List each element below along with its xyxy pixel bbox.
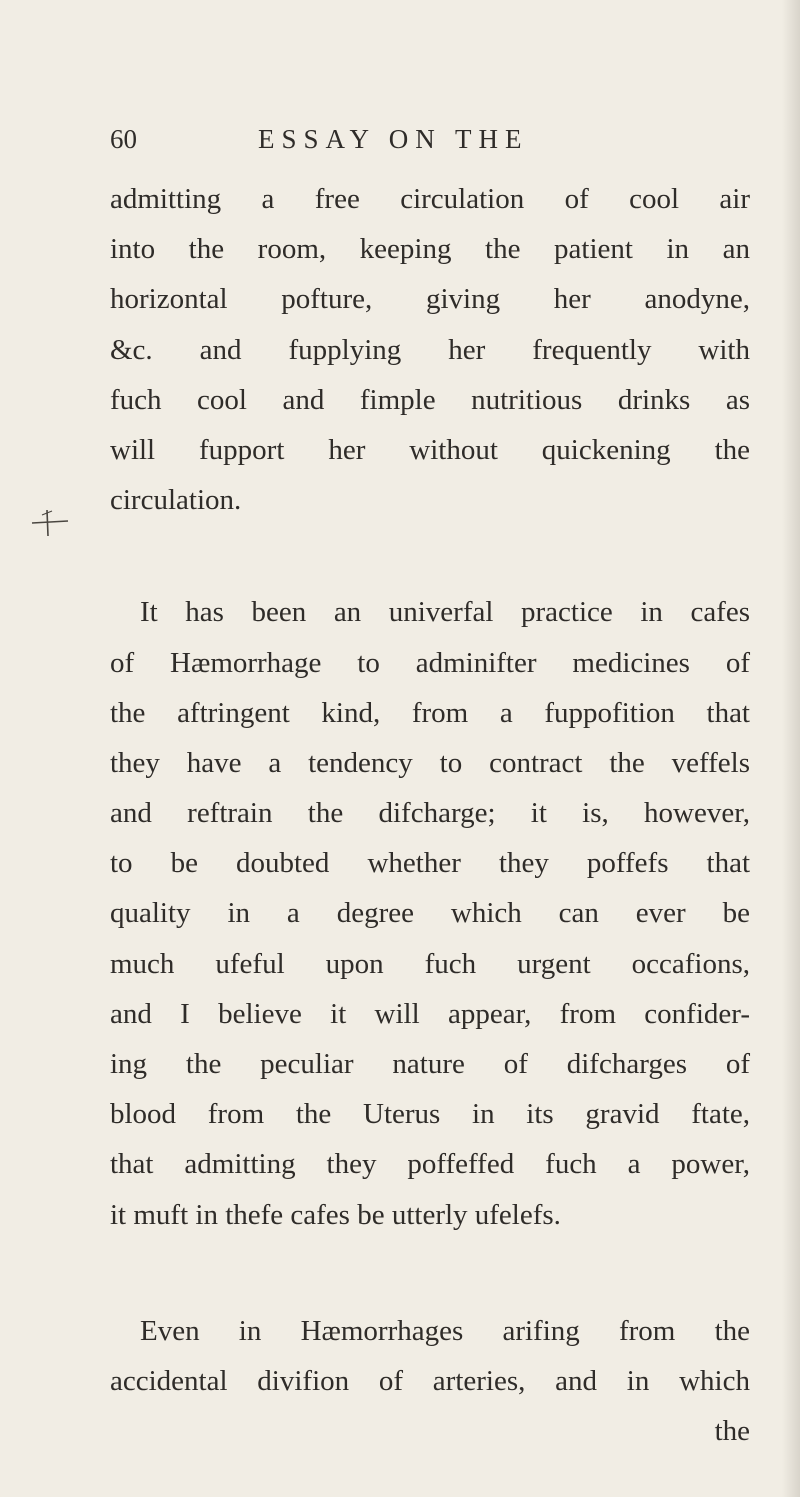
text-line: will fupport her without quickening the — [110, 433, 750, 466]
text-line: ing the peculiar nature of difcharges of — [110, 1048, 750, 1080]
paragraph-gap — [110, 1240, 750, 1306]
text-line: quality in a degree which can ever be — [110, 897, 750, 930]
body-text — [110, 174, 750, 1456]
page-number: 60 — [110, 124, 137, 154]
text-line: It has been an univerfal practice in cafes — [140, 596, 750, 629]
text-line: the aftringent kind, from a fuppofition that — [110, 696, 750, 729]
catchword: the — [714, 1415, 750, 1448]
paragraph-gap — [110, 525, 750, 587]
text-line: &c. and fupplying her frequently with — [110, 333, 750, 366]
text-line: into the room, keeping the patient in an — [110, 233, 750, 266]
text-line: admitting a free circulation of cool air — [110, 183, 750, 215]
text-line: to be doubted whether they poffefs that — [110, 847, 750, 880]
running-title: ESSAY ON THE — [258, 124, 529, 154]
text-line: of Hæmorrhage to adminifter medicines of — [110, 646, 750, 679]
text-line: accidental divifion of arteries, and in which — [110, 1364, 750, 1397]
text-line: that admitting they poffeffed fuch a power, — [110, 1148, 750, 1181]
text-line: they have a tendency to contract the veffels — [110, 746, 750, 779]
text-line: blood from the Uterus in its gravid ftate, — [110, 1098, 750, 1131]
text-line: and I believe it will appear, from confider- — [110, 997, 750, 1030]
text-line: Even in Hæmorrhages arifing from the — [140, 1314, 750, 1347]
running-head — [110, 124, 750, 164]
text-line: fuch cool and fimple nutritious drinks as — [110, 383, 750, 416]
text-line: much ufeful upon fuch urgent occafions, — [110, 947, 750, 980]
text-line: circulation. — [110, 484, 242, 517]
text-line: horizontal pofture, giving her anodyne, — [110, 283, 750, 316]
text-line: and reftrain the difcharge; it is, however, — [110, 797, 750, 830]
page-edge-shadow — [782, 0, 800, 1497]
margin-cross-mark — [30, 506, 70, 538]
text-line: it muft in thefe cafes be utterly ufelefs. — [110, 1198, 561, 1231]
